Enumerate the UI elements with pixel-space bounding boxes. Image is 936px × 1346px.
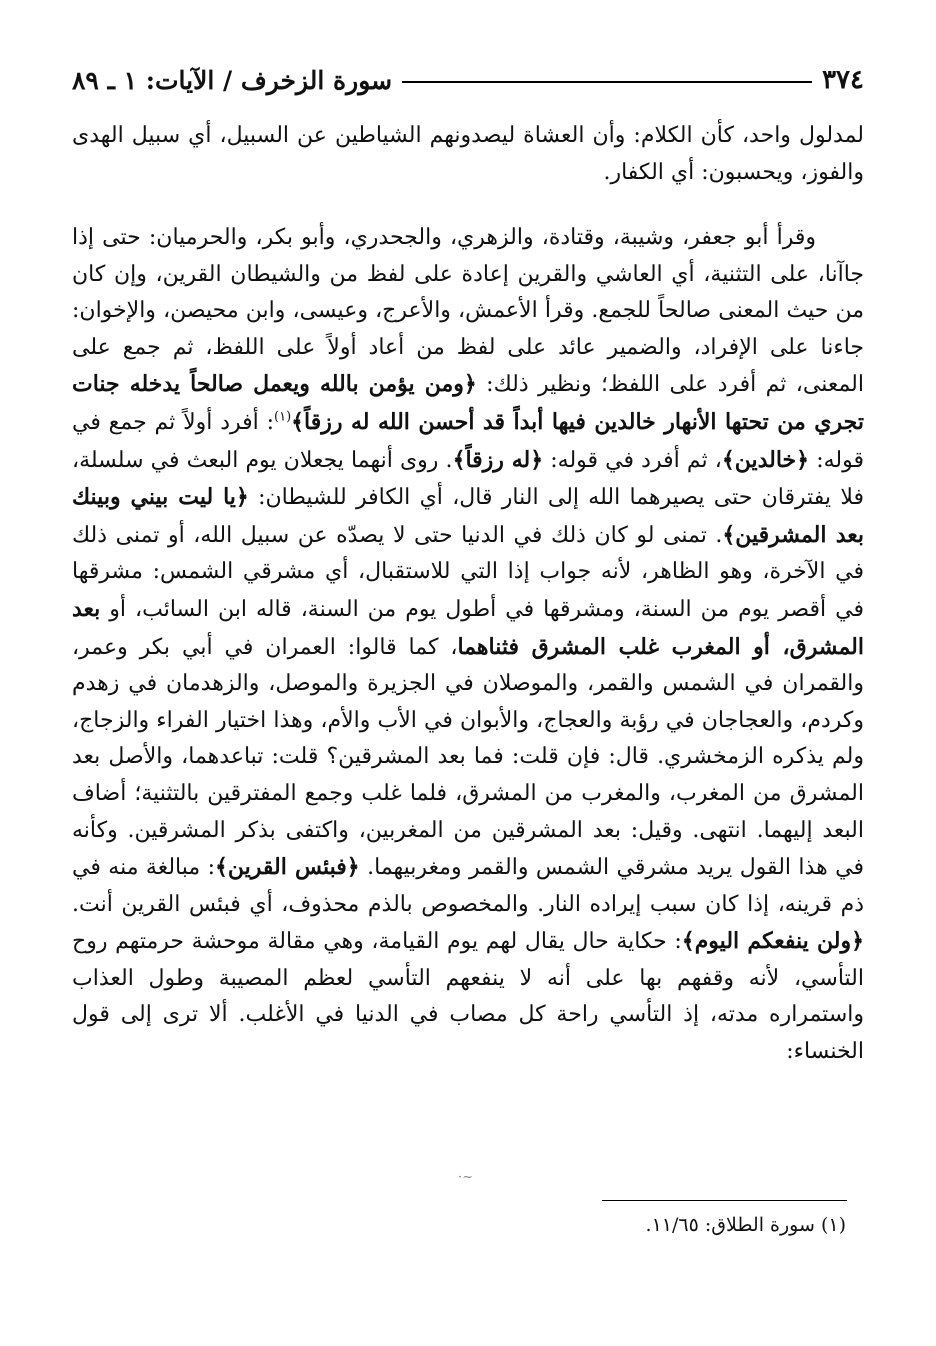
footnote-reference: (١) bbox=[274, 409, 292, 425]
page-number: ٣٧٤ bbox=[822, 65, 864, 95]
running-title: سورة الزخرف / الآيات: ١ ـ ٨٩ bbox=[72, 65, 393, 95]
bold-phrase: بعد المشرق، أو المغرب غلب المشرق فثناهما bbox=[72, 595, 864, 660]
paragraph-2-text-a: وقرأ أبو جعفر، وشيبة، وقتادة، والزهري، والجحدري، وأبو بكر، والحرميان: حتى إذا جاآنا، على التثنية، أي العاشي والقرين إعادة على لفظ من والشيطان القرين، وإن كان من حيث المعنى صالحاً للجمع. وقرأ الأعمش، والأعرج، وعيسى، وابن محيصن، والإخوان: جاءنا على الإفراد، والضمير عائد على لفظ من أعاد أولاً على اللفظ، ثم جمع على المعنى، ثم أفرد على اللفظ؛ ونظير ذلك: bbox=[72, 225, 864, 398]
paragraph-2-text-e: . تمنى لو كان ذلك في الدنيا حتى لا يصدّه عن سبيل الله، أو تمنى ذلك في الآخرة، وهو الظاهر، لأنه جواب إذا التي للاستقبال، أي مشرقي الشمس: مشرقها في أقصر يوم من السنة، ومشرقها في أطول يوم من السنة، قاله ابن السائب، أو bbox=[72, 522, 864, 622]
header-rule bbox=[402, 81, 812, 83]
quran-quote-5: ﴿فبئس القرين﴾ bbox=[215, 854, 360, 881]
quran-quote-6: ﴿ولن ينفعكم اليوم﴾ bbox=[681, 928, 864, 955]
footnote-rule bbox=[602, 1200, 847, 1201]
paragraph-2-text-g: : مبالغة منه في ذم قرينه، إذا كان سبب إيراده النار. والمخصوص بالذم محذوف، أي فبئس القرين أنت. bbox=[72, 855, 865, 917]
paragraph-2-text-b: : أفرد أولاً ثم جمع في قوله: bbox=[72, 409, 864, 473]
paragraph-2-text-c: ، ثم أفرد في قوله: bbox=[543, 447, 722, 473]
paragraph-2-text-d: . روى أنهما يجعلان يوم البعث في سلسلة، فلا يفترقان حتى يصيرهما الله إلى النار قال، أي الكافر للشيطان: bbox=[72, 447, 864, 511]
quran-quote-4: ﴿يا ليت بيني وبينك بعد المشرقين﴾ bbox=[72, 484, 864, 548]
quran-quote-1: ﴿ومن يؤمن بالله ويعمل صالحاً يدخله جنات تجري من تحتها الأنهار خالدين فيها أبداً قد أحسن الله له رزقاً﴾ bbox=[72, 371, 864, 435]
quran-quote-3: ﴿له رزقاً﴾ bbox=[452, 446, 544, 473]
scan-mark: ~· bbox=[458, 1170, 474, 1185]
paragraph-2-text-h: : حكاية حال يقال لهم يوم القيامة، وهي مقالة موحشة حرمتهم روح التأسي، لأنه وقفهم بها على أنه لا ينفعهم التأسي لعظم المصيبة وطول العذاب واستمراره مدته، إذ التأسي راحة كل مصاب في الدنيا في الأغلب. ألا ترى إلى قول الخنساء: bbox=[72, 929, 864, 1065]
quran-quote-2: ﴿خالدين﴾ bbox=[721, 446, 810, 473]
paragraph-2 bbox=[72, 220, 864, 1071]
footnote: (١) سورة الطلاق: ١١/٦٥. bbox=[645, 1214, 846, 1236]
paragraph-2-text-f: ، كما قالوا: العمران في أبي بكر وعمر، والقمران في الشمس والقمر، والموصلان في الجزيرة والموصل، والزهدمان في زهدم وكردم، والعجاجان في رؤبة والعجاج، والأبوان في الأب والأم، وهذا اختيار الفراء والزجاج، ولم يذكره الزمخشري. قال: فإن قلت: فما بعد المشرقين؟ قلت: تباعدهما، والأصل بعد المشرق من المغرب، والمغرب من المشرق، فلما غلب وجمع المفترقين بالتثنية؛ أضاف البعد إليهما. انتهى. وقيل: بعد المشرقين من المغربين، واكتفى بذكر المشرقين. وكأنه في هذا القول يريد مشرقي الشمس والقمر ومغربيهما. bbox=[72, 634, 864, 881]
page-header bbox=[72, 60, 864, 100]
paragraph-1: لمدلول واحد، كأن الكلام: وأن العشاة ليصدونهم الشياطين عن السبيل، أي سبيل الهدى والفوز، ويحسبون: أي الكفار. bbox=[72, 123, 864, 185]
